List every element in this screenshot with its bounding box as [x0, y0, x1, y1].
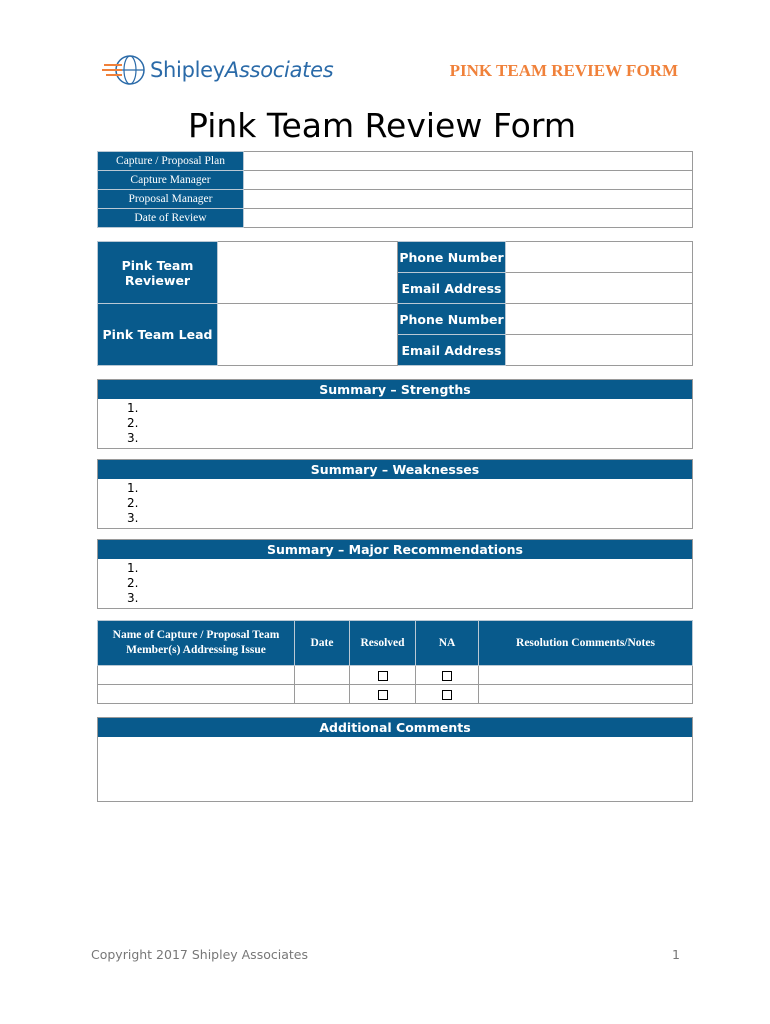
notes-cell[interactable]: [479, 685, 693, 704]
table-row: [98, 190, 693, 209]
strengths-list[interactable]: [98, 399, 692, 448]
page-number: 1: [672, 947, 680, 962]
capture-proposal-plan-field[interactable]: [244, 152, 693, 171]
checkbox-icon[interactable]: [442, 671, 452, 681]
weaknesses-list[interactable]: [98, 479, 692, 528]
notes-cell[interactable]: [479, 666, 693, 685]
team-member-cell[interactable]: [98, 685, 295, 704]
list-item: 1.: [127, 401, 139, 415]
reviewer-email-field[interactable]: [506, 273, 693, 304]
col-header-resolution-notes: Resolution Comments/Notes: [479, 621, 693, 666]
shipley-globe-logo-icon: [100, 50, 150, 90]
summary-recommendations-section: [97, 539, 693, 609]
proposal-manager-field[interactable]: [244, 190, 693, 209]
issues-table: [97, 620, 693, 704]
checkbox-icon[interactable]: [378, 671, 388, 681]
col-header-na: NA: [416, 621, 479, 666]
reviewer-email-label: Email Address: [398, 273, 506, 304]
table-row: [98, 209, 693, 228]
summary-recommendations-title: Summary – Major Recommendations: [98, 540, 692, 559]
date-cell[interactable]: [295, 666, 350, 685]
capture-manager-label: Capture Manager: [98, 171, 244, 190]
proposal-manager-label: Proposal Manager: [98, 190, 244, 209]
list-item: 2.: [127, 496, 139, 510]
additional-comments-title: Additional Comments: [98, 718, 692, 737]
pink-team-reviewer-field[interactable]: [218, 242, 398, 304]
capture-manager-field[interactable]: [244, 171, 693, 190]
summary-strengths-section: [97, 379, 693, 449]
logo-text: [150, 58, 333, 82]
pink-team-lead-label: Pink Team Lead: [98, 304, 218, 366]
table-row: [98, 685, 693, 704]
date-of-review-field[interactable]: [244, 209, 693, 228]
list-item: 1.: [127, 561, 139, 575]
col-header-team-member: Name of Capture / Proposal Team Member(s) Addressing Issue: [98, 621, 295, 666]
list-item: 3.: [127, 511, 139, 525]
list-item: 3.: [127, 591, 139, 605]
recommendations-list[interactable]: [98, 559, 692, 608]
additional-comments-section: [97, 717, 693, 802]
na-cell: [416, 666, 479, 685]
table-row: [98, 666, 693, 685]
checkbox-icon[interactable]: [378, 690, 388, 700]
table-row: [98, 242, 693, 273]
lead-phone-label: Phone Number: [398, 304, 506, 335]
lead-email-field[interactable]: [506, 335, 693, 366]
list-item: 1.: [127, 481, 139, 495]
table-row: [98, 152, 693, 171]
capture-info-table: [97, 151, 693, 228]
summary-weaknesses-title: Summary – Weaknesses: [98, 460, 692, 479]
resolved-cell: [350, 666, 416, 685]
resolved-cell: [350, 685, 416, 704]
page-title: Pink Team Review Form: [188, 106, 576, 145]
shipley-logo: [100, 50, 340, 90]
col-header-date: Date: [295, 621, 350, 666]
date-of-review-label: Date of Review: [98, 209, 244, 228]
reviewer-phone-field[interactable]: [506, 242, 693, 273]
reviewer-table: [97, 241, 693, 366]
lead-email-label: Email Address: [398, 335, 506, 366]
pink-team-lead-field[interactable]: [218, 304, 398, 366]
summary-weaknesses-section: [97, 459, 693, 529]
na-cell: [416, 685, 479, 704]
table-row: [98, 304, 693, 335]
logo-text-shipley: Shipley: [150, 58, 225, 82]
summary-strengths-title: Summary – Strengths: [98, 380, 692, 399]
checkbox-icon[interactable]: [442, 690, 452, 700]
pink-team-reviewer-label: Pink Team Reviewer: [98, 242, 218, 304]
footer-copyright: Copyright 2017 Shipley Associates: [91, 947, 308, 962]
table-header-row: [98, 621, 693, 666]
list-item: 2.: [127, 416, 139, 430]
col-header-resolved: Resolved: [350, 621, 416, 666]
list-item: 3.: [127, 431, 139, 445]
logo-text-associates: Associates: [224, 58, 334, 82]
reviewer-phone-label: Phone Number: [398, 242, 506, 273]
date-cell[interactable]: [295, 685, 350, 704]
lead-phone-field[interactable]: [506, 304, 693, 335]
capture-proposal-plan-label: Capture / Proposal Plan: [98, 152, 244, 171]
team-member-cell[interactable]: [98, 666, 295, 685]
table-row: [98, 171, 693, 190]
header-title: PINK TEAM REVIEW FORM: [449, 61, 678, 80]
list-item: 2.: [127, 576, 139, 590]
additional-comments-field[interactable]: [98, 737, 692, 801]
